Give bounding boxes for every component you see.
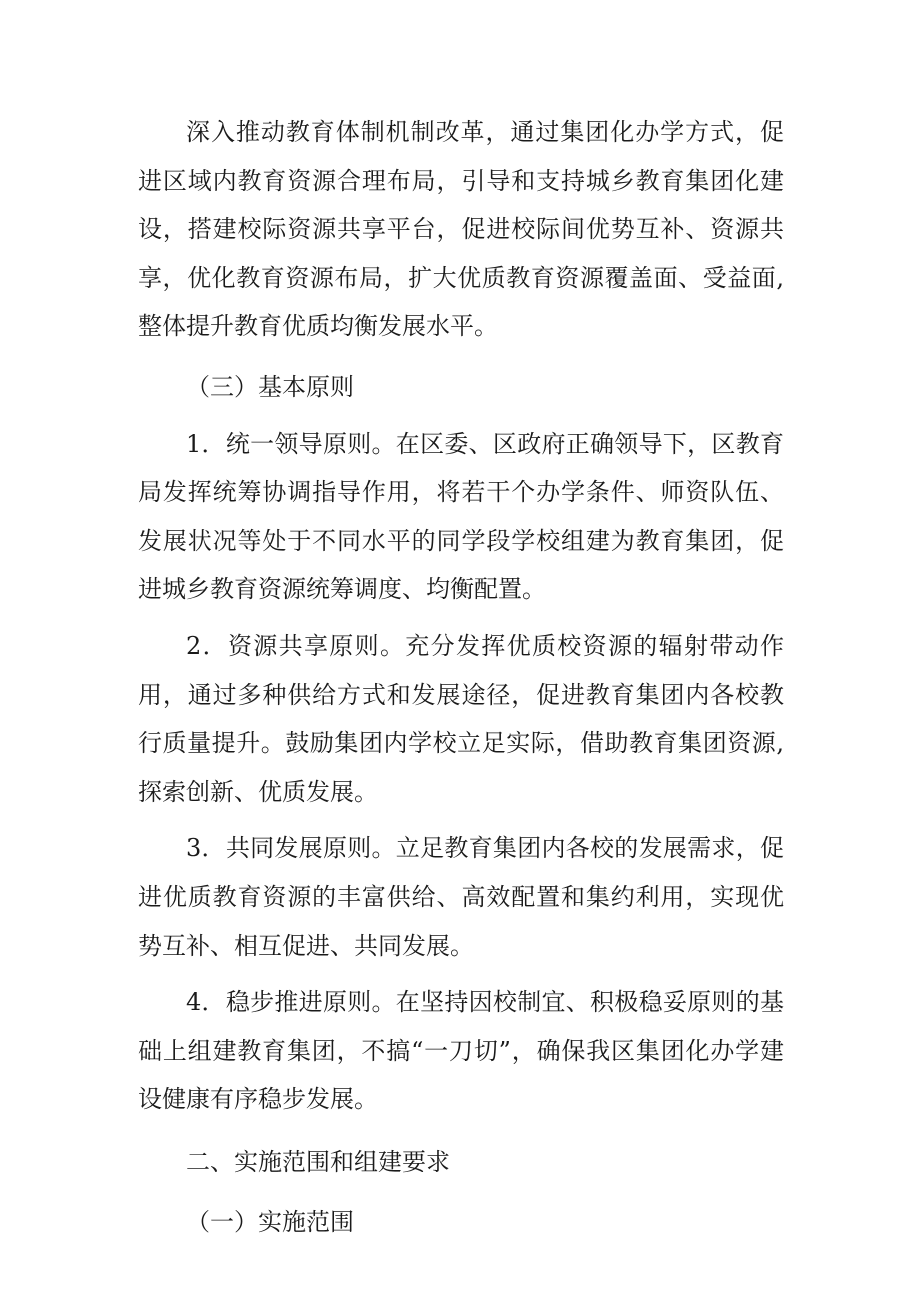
principle-1-paragraph: 1．统一领导原则。在区委、区政府正确领导下，区教育局发挥统筹协调指导作用，将若干个办学条件、师资队伍、发展状况等处于不同水平的同学段学校组建为教育集团，促进城乡教育资源统筹调度、均衡配置。 [138,429,784,604]
subsection-heading-scope: （一）实施范围 [186,1208,354,1237]
principle-2-paragraph: 2．资源共享原则。充分发挥优质校资源的辐射带动作用，通过多种供给方式和发展途径，促进教育集团内各校教行质量提升。鼓励集团内学校立足实际，借助教育集团资源,探索创新、优质发展。 [138,631,784,806]
intro-paragraph: 深入推动教育体制机制改革，通过集团化办学方式，促进区域内教育资源合理布局，引导和支持城乡教育集团化建设，搭建校际资源共享平台，促进校际间优势互补、资源共享，优化教育资源布局，扩大优质教育资源覆盖面、受益面,整体提升教育优质均衡发展水平。 [138,118,784,341]
section-heading-implementation: 二、实施范围和组建要求 [186,1147,450,1176]
principle-4-paragraph: 4．稳步推进原则。在坚持因校制宜、积极稳妥原则的基础上组建教育集团，不搞“一刀切”，确保我区集团化办学建设健康有序稳步发展。 [138,988,784,1114]
section-heading-basic-principles: （三）基本原则 [186,372,354,401]
principle-3-paragraph: 3．共同发展原则。立足教育集团内各校的发展需求，促进优质教育资源的丰富供给、高效配置和集约利用，实现优势互补、相互促进、共同发展。 [138,834,784,960]
